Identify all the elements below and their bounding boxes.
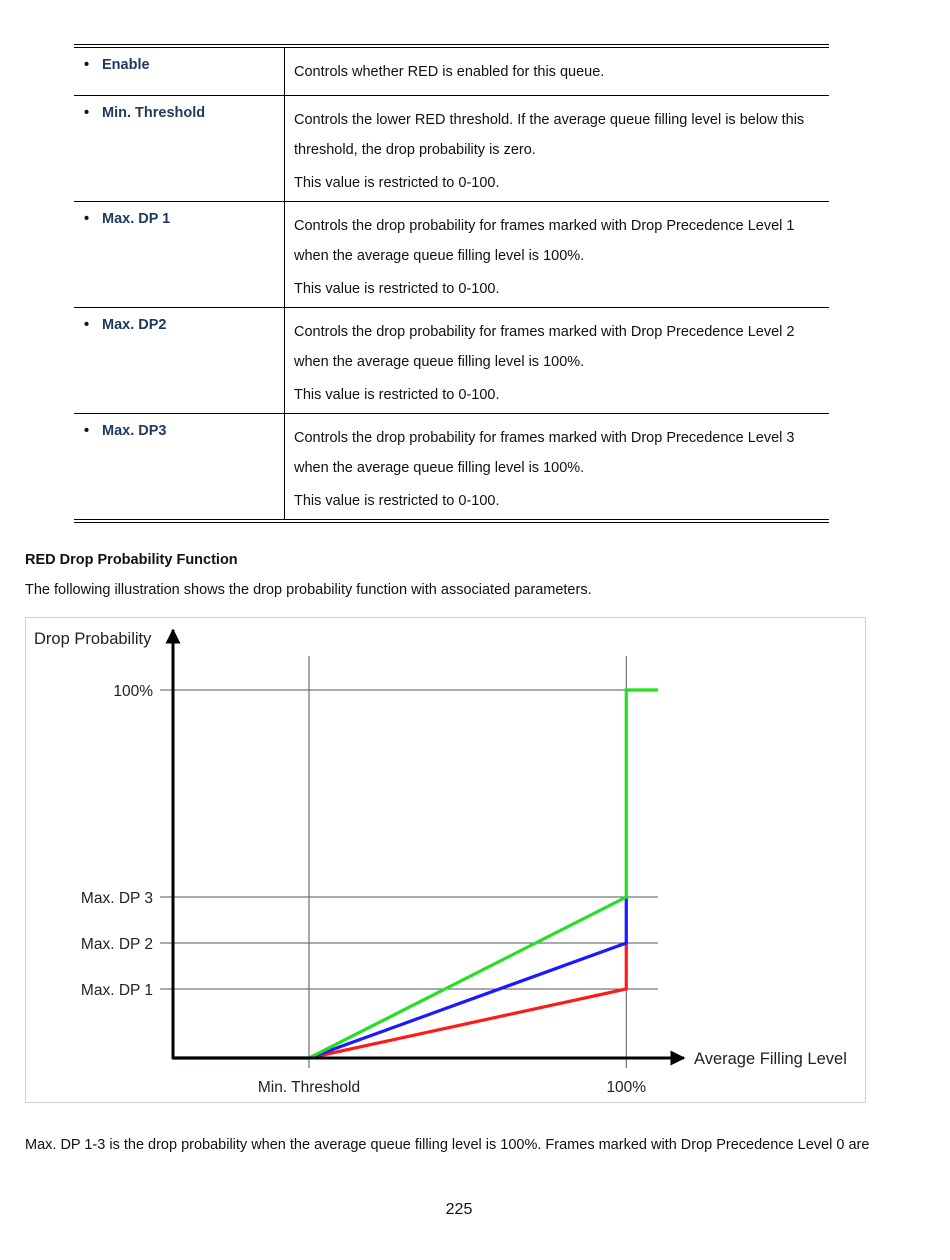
param-name: Enable [102,57,150,73]
parameter-table-body [74,46,829,521]
param-description-line: Controls whether RED is enabled for this queue. [294,64,605,80]
y-tick-label: Max. DP 1 [80,982,153,999]
y-tick-label: 100% [113,683,153,700]
intro-text: The following illustration shows the drop probability function with associated parameters. [25,582,592,598]
param-name-cell [74,414,285,522]
param-description-line: when the average queue filling level is 100%. [294,460,585,476]
param-description-cell [285,202,830,308]
series-line-3 [173,690,658,1058]
parameter-table [74,44,829,523]
param-description-line: Controls the drop probability for frames marked with Drop Precedence Level 2 [294,324,795,340]
bullet-icon: • [84,423,90,439]
page-number: 225 [445,1201,473,1218]
param-description-cell [285,96,830,202]
param-restriction-note: This value is restricted to 0-100. [294,281,500,297]
bullet-icon: • [84,57,90,73]
param-description-cell [285,414,830,522]
series-line-1 [173,943,626,1058]
x-axis-title: Average Filling Level [694,1050,847,1068]
param-description-line: when the average queue filling level is 100%. [294,248,585,264]
param-name: Max. DP 1 [102,211,171,227]
red-drop-probability-figure [25,617,866,1103]
param-restriction-note: This value is restricted to 0-100. [294,175,500,191]
param-row [74,202,829,308]
param-description-cell [285,308,830,414]
bullet-icon: • [84,317,90,333]
drop-probability-chart [26,618,865,1102]
param-description-line: threshold, the drop probability is zero. [294,142,536,158]
param-restriction-note: This value is restricted to 0-100. [294,387,500,403]
x-tick-label: 100% [606,1079,647,1096]
y-tick-label: Max. DP 3 [80,890,153,907]
param-name-cell [74,46,285,96]
param-name: Min. Threshold [102,105,206,121]
param-description-line: Controls the lower RED threshold. If the average queue filling level is below this [294,112,805,128]
bullet-icon: • [84,211,90,227]
param-description-cell [285,46,830,96]
chart-labels [34,630,847,1096]
param-restriction-note: This value is restricted to 0-100. [294,493,500,509]
x-tick-label: Min. Threshold [257,1079,361,1096]
param-description-line: when the average queue filling level is 100%. [294,354,585,370]
param-row [74,308,829,414]
param-name: Max. DP2 [102,317,167,333]
param-description-line: Controls the drop probability for frames marked with Drop Precedence Level 3 [294,430,795,446]
param-description-line: Controls the drop probability for frames marked with Drop Precedence Level 1 [294,218,795,234]
y-axis-title: Drop Probability [34,630,152,648]
param-name-cell [74,202,285,308]
param-name-cell [74,96,285,202]
bullet-icon: • [84,105,90,121]
y-tick-label: Max. DP 2 [80,936,153,953]
section-title: RED Drop Probability Function [25,552,238,568]
param-name-cell [74,308,285,414]
param-row [74,46,829,96]
param-row [74,96,829,202]
param-name: Max. DP3 [102,423,167,439]
footer-text: Max. DP 1-3 is the drop probability when the average queue filling level is 100%. Frames marked with Drop Precedence Level 0 are [25,1137,870,1153]
param-row [74,414,829,522]
chart-series [173,690,658,1058]
